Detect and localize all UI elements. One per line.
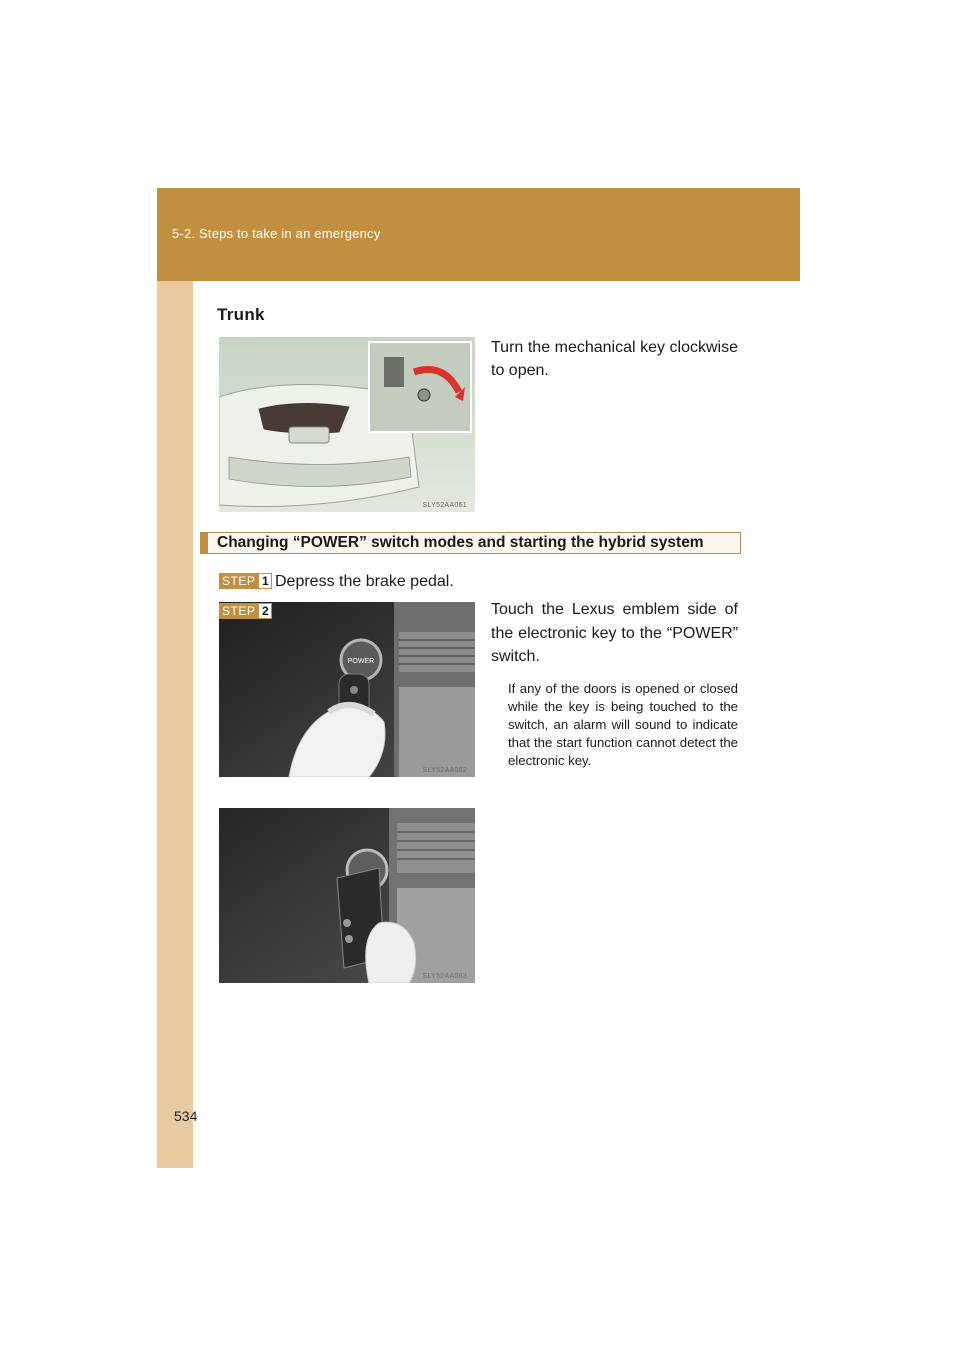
step-1-badge	[219, 573, 272, 589]
trunk-heading: Trunk	[217, 305, 265, 324]
section-header-title: 5-2. Steps to take in an emergency	[172, 226, 381, 241]
sidebar-strip	[157, 188, 193, 1168]
key-touch-closeup-illustration	[219, 808, 475, 983]
page-number: 534	[174, 1108, 198, 1124]
key-touch-illustration	[219, 602, 475, 777]
step-label: STEP	[219, 573, 258, 589]
step-1-text: Depress the brake pedal.	[275, 573, 454, 590]
trunk-figure	[219, 337, 475, 512]
step-label: STEP	[219, 603, 258, 619]
step-2-badge	[219, 603, 272, 619]
trunk-instruction: Turn the mechanical key clockwise to open.	[491, 339, 738, 379]
step-number: 1	[258, 573, 272, 589]
section-heading-title: Changing “POWER” switch modes and starting the hybrid system	[217, 534, 704, 551]
step-number: 2	[258, 603, 272, 619]
power-switch-figure-1	[219, 602, 475, 777]
figure-code: SLY52AA062	[422, 767, 467, 774]
step-2-text: Touch the Lexus emblem side of the electronic key to the “POWER” switch.	[491, 601, 738, 665]
section-heading-bar	[200, 532, 741, 554]
figure-code: SLY52AA061	[422, 502, 467, 509]
power-label: POWER	[347, 658, 375, 665]
section-bar-accent	[200, 533, 208, 553]
power-switch-figure-2	[219, 808, 475, 983]
figure-code: SLY52AA063	[422, 973, 467, 980]
step-2-note: If any of the doors is opened or closed while the key is being touched to the switch, an alarm will sound to indicate that the start function cannot detect the electronic key.	[508, 681, 738, 768]
trunk-illustration	[219, 337, 475, 512]
